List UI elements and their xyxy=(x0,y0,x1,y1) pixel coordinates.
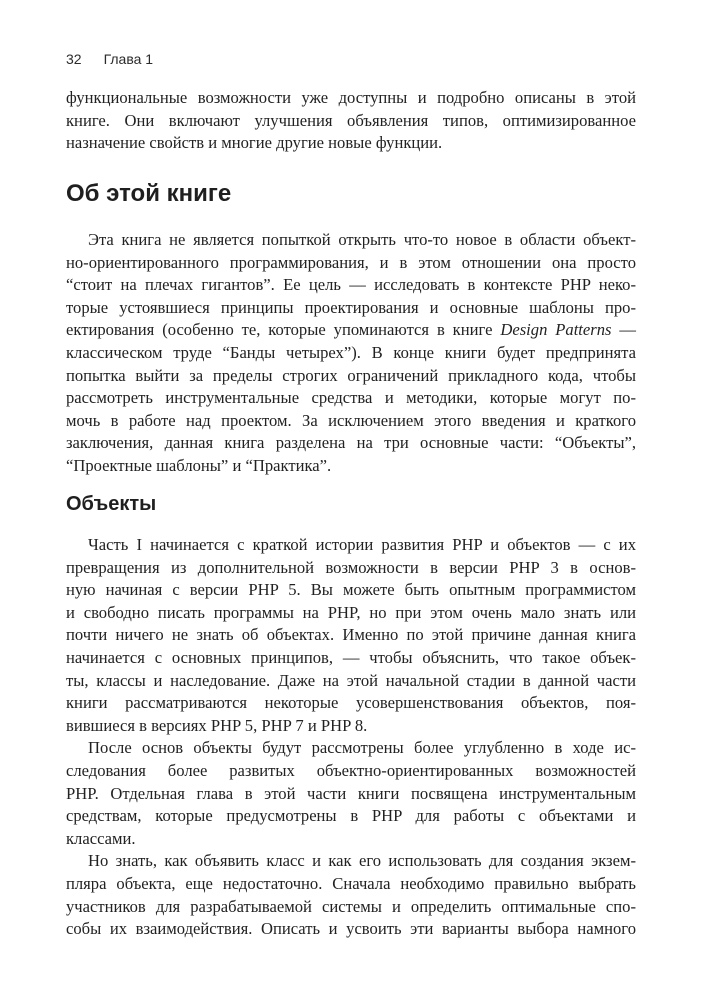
text-line: ную начиная с версии PHP 5. Вы можете быть опытным программистом xyxy=(66,580,636,600)
objects-paragraph-2 xyxy=(66,737,636,850)
text-line: Но знать, как объявить класс и как его использовать для создания экзем- xyxy=(88,851,636,871)
book-title-italic: Design Patterns xyxy=(500,320,612,340)
text-line: попытка выйти за пределы строгих ограничений прикладного кода, чтобы xyxy=(66,365,636,385)
about-paragraph xyxy=(66,229,636,478)
text-run: — xyxy=(611,320,636,340)
text-line: После основ объекты будут рассмотрены более углубленно в ходе ис- xyxy=(88,738,636,758)
intro-paragraph xyxy=(66,87,636,155)
text-line: классическом труде “Банды четырех”). В конце книги будет предпринята xyxy=(66,342,636,362)
text-line: следования более развитых объектно-ориентированных возможностей xyxy=(66,760,636,780)
text-line: торые устоявшиеся принципы проектирования и основные шаблоны про- xyxy=(66,297,636,317)
text-line: функциональные возможности уже доступны и подробно описаны в этой xyxy=(66,88,636,107)
text-line: мочь в работе над проектом. За исключением этого введения и краткого xyxy=(66,410,636,430)
text-line: почти ничего не знать об объектах. Именно по этой причине данная книга xyxy=(66,625,636,645)
section-heading: Об этой книге xyxy=(66,180,232,207)
objects-paragraph-1 xyxy=(66,534,636,737)
text-line: ты, классы и наследование. Даже на этой начальной стадии в данной части xyxy=(66,670,636,690)
text-line: книги рассматриваются некоторые усовершенствования объектов, поя- xyxy=(66,693,636,713)
text-line: превращения из дополнительной возможности в версии PHP 3 в основ- xyxy=(66,557,636,577)
text-line: PHP. Отдельная глава в этой части книги посвящена инструментальным xyxy=(66,783,636,803)
page-number: 32 xyxy=(66,51,82,67)
text-line: заключения, данная книга разделена на три основные части: “Объекты”, xyxy=(66,433,636,453)
text-line: собы их взаимодействия. Описать и усвоить эти варианты выбора намного xyxy=(66,919,636,939)
text-line: вившиеся в версиях PHP 5, PHP 7 и PHP 8. xyxy=(66,715,368,735)
text-line: классами. xyxy=(66,828,136,848)
text-line: “Проектные шаблоны” и “Практика”. xyxy=(66,455,332,475)
text-line: пляра объекта, еще недостаточно. Сначала необходимо правильно выбрать xyxy=(66,873,636,893)
subsection-heading: Объекты xyxy=(66,493,157,515)
objects-text xyxy=(66,534,636,941)
text-line: и свободно писать программы на PHP, но при этом очень мало знать или xyxy=(66,602,636,622)
text-line: Эта книга не является попыткой открыть что-то новое в области объект- xyxy=(88,230,636,249)
text-line: Часть I начинается с краткой истории развития PHP и объектов — с их xyxy=(88,535,636,554)
text-line: книге. Они включают улучшения объявления типов, оптимизированное xyxy=(66,110,636,130)
text-line: средствам, которые предусмотрены в PHP для работы с объектами и xyxy=(66,806,636,826)
text-line: рассмотреть инструментальные средства и методики, которые могут по- xyxy=(66,388,636,408)
chapter-title: Глава 1 xyxy=(103,51,154,67)
text-line: “стоит на плечах гигантов”. Ее цель — исследовать в контексте PHP неко- xyxy=(66,275,636,295)
text-run: ектирования (особенно те, которые упоминаются в книге xyxy=(66,320,501,340)
text-line-with-italic xyxy=(66,319,636,342)
running-head xyxy=(66,51,153,67)
text-line: назначение свойств и многие другие новые функции. xyxy=(66,133,443,153)
text-line: но-ориентированного программирования, и в этом отношении она просто xyxy=(66,252,636,272)
text-line: участников для разрабатываемой системы и определить оптимальные спо- xyxy=(66,896,636,916)
objects-paragraph-3 xyxy=(66,850,636,940)
text-line: начинается с основных принципов, — чтобы объяснить, что такое объек- xyxy=(66,647,636,667)
